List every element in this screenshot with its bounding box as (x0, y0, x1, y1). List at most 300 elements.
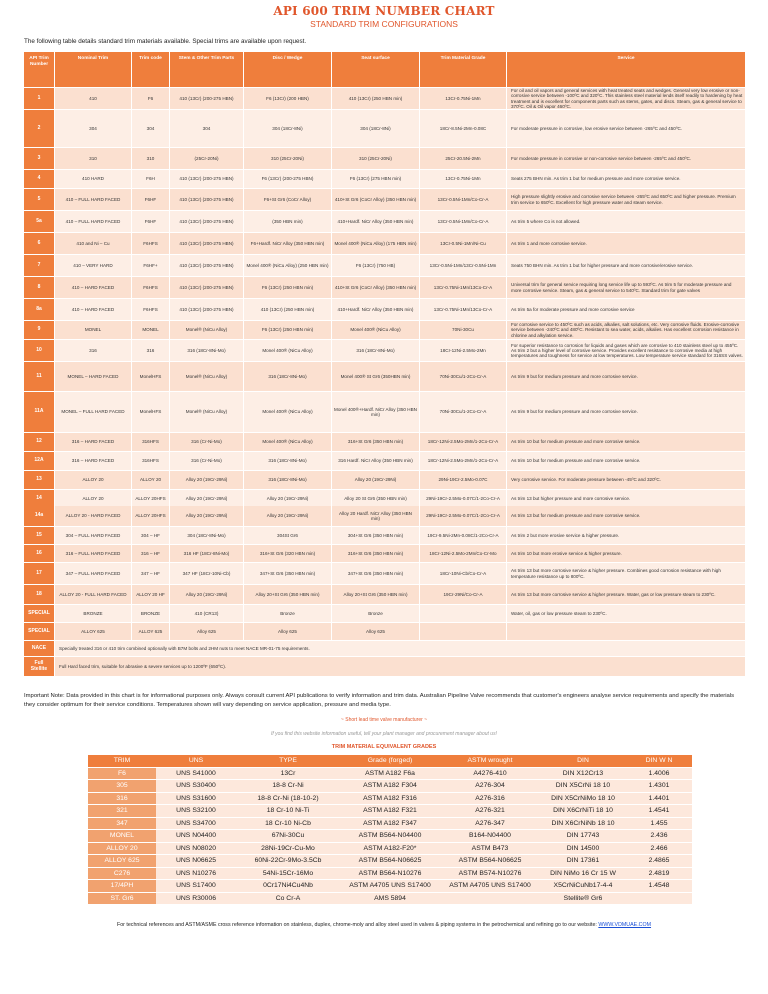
cell-disc: 310 (25Cr-20Ni) (244, 148, 332, 170)
cell-grade (420, 605, 507, 623)
cell-disc: F6+St Gr6 (CoCr Alloy) (244, 189, 332, 211)
equiv-cell-uns: UNS S32100 (156, 805, 236, 818)
cell-nominal-trim: 410 – FULL HARD FACED (55, 189, 132, 211)
cell-disc: Bronze (244, 605, 332, 623)
equiv-cell-type: 60Ni-22Cr-9Mo-3.5Cb (236, 855, 340, 868)
equiv-cell-din: DIN X6CrNiNb 18 10 (540, 817, 626, 830)
cell-trim-code: F6HFS (132, 277, 170, 299)
equiv-cell-trim: 347 (88, 817, 156, 830)
equiv-cell-din-wn: 1.4401 (626, 792, 692, 805)
cell-seat: Monel 400®+Hardf. NiCr Alloy (350 HBN min) (332, 392, 420, 433)
equiv-header-uns: UNS (156, 755, 236, 767)
equiv-row (88, 805, 692, 818)
cell-trim-code: ALLOY 20HFS (132, 506, 170, 527)
trim-table-header (24, 52, 746, 88)
equiv-cell-trim: MONEL (88, 830, 156, 843)
cell-service: As trim 9 but for medium pressure and more corrosive service. (507, 362, 746, 392)
cell-disc: Alloy 20 (19Cr-29Ni) (244, 490, 332, 509)
cell-stem: 410 (13Cr) (200-275 HBN) (170, 189, 244, 211)
cell-trim-code: 316HFS (132, 433, 170, 452)
nace-row (24, 641, 746, 657)
equiv-cell-din: DIN X5CrNiMo 18 10 (540, 792, 626, 805)
cell-disc: (350 HBN min) (244, 211, 332, 233)
equiv-row (88, 880, 692, 893)
cell-service: For moderate pressure in corrosive or non-corrosive service between -265ºC and 450ºC. (507, 148, 746, 170)
stellite-label: Full Stellite (24, 657, 55, 677)
equiv-cell-din: DIN X12Cr13 (540, 767, 626, 780)
cell-api-trim: 8 (24, 277, 55, 299)
cell-stem: 316 (18Cr-8Ni-Mo) (170, 340, 244, 362)
cell-service: As trim 13 but higher pressure and more corrosive service. (507, 490, 746, 509)
cell-trim-code: ALLOY 20 HF (132, 585, 170, 605)
cell-nominal-trim: MONEL (55, 321, 132, 340)
cell-nominal-trim: 410 – FULL HARD FACED (55, 211, 132, 233)
cell-nominal-trim: 310 (55, 148, 132, 170)
cell-grade: 13Cr-0.75Ni-1Mn (420, 88, 507, 110)
cell-seat: 316 Hardf. NiCr Alloy (350 HBN min) (332, 452, 420, 471)
cell-api-trim: 1 (24, 88, 55, 110)
cell-stem: 410 (13Cr) (200-275 HBN) (170, 255, 244, 277)
header-disc: Disc / Wedge (244, 52, 332, 88)
equiv-cell-astm-wrought: A276-347 (440, 817, 540, 830)
equiv-grades-table (88, 755, 692, 905)
cell-nominal-trim: BRONZE (55, 605, 132, 623)
cell-trim-code: F6HF+ (132, 255, 170, 277)
equiv-cell-grade-forged: ASTM B564-N10276 (340, 867, 440, 880)
cell-disc: F6 (13Cr) (250 HBN min) (244, 277, 332, 299)
equiv-cell-din-wn: 1.4301 (626, 780, 692, 793)
cell-seat: 316+St Gr6 (350 HBN min) (332, 545, 420, 563)
cell-grade: 70Ni-30Cu/1-2Co-Cr-A (420, 392, 507, 433)
cell-api-trim: 7 (24, 255, 55, 277)
cell-trim-code: 316 – HF (132, 545, 170, 563)
equiv-cell-type: 28Ni-19Cr-Cu-Mo (236, 842, 340, 855)
equiv-cell-din: X5CrNiCuNb17-4-4 (540, 880, 626, 893)
cell-trim-code: ALLOY 625 (132, 623, 170, 641)
cell-stem: (25Cr-20Ni) (170, 148, 244, 170)
trim-row (24, 506, 746, 527)
cell-api-trim: 17 (24, 563, 55, 585)
trim-row (24, 545, 746, 563)
nace-label: NACE (24, 641, 55, 657)
cell-service: As trim 13 but more corrosive service & higher pressure. Water, gas or low pressure steam to 230ºC. (507, 585, 746, 605)
trim-row (24, 527, 746, 545)
header-stem: Stem & Other Trim Parts (170, 52, 244, 88)
cell-grade: 19Cr-29Ni/Co-Cr-A (420, 585, 507, 605)
equiv-cell-din: DIN 14500 (540, 842, 626, 855)
short-lead-text: ~ Short lead time valve manufacturer ~ (340, 717, 428, 723)
cell-service: Seats 750 BHN min. As trim 1 but for higher pressure and more corrosive/erosive service. (507, 255, 746, 277)
equiv-cell-uns: UNS S17400 (156, 880, 236, 893)
equiv-row (88, 855, 692, 868)
equiv-cell-astm-wrought (440, 892, 540, 905)
cell-api-trim: 12 (24, 433, 55, 452)
header-api-trim: API Trim Number (24, 52, 55, 88)
equiv-cell-uns: UNS R30006 (156, 892, 236, 905)
trim-row (24, 585, 746, 605)
cell-seat: Monel 400® (NiCu Alloy) (332, 321, 420, 340)
cell-trim-code: F6HF (132, 189, 170, 211)
cell-seat: 410+St Gr6 (CoCr Alloy) (350 HBN min) (332, 277, 420, 299)
trim-row (24, 340, 746, 362)
cell-api-trim: 14a (24, 506, 55, 527)
cell-disc: Monel 400® (NiCu Alloy) (250 HBN min) (244, 255, 332, 277)
cell-seat: Monel 400® St Gr6 (350HBN min) (332, 362, 420, 392)
cell-trim-code: 316 (132, 340, 170, 362)
cell-disc: 304 (18Cr-8Ni) (244, 110, 332, 148)
equiv-cell-astm-wrought: ASTM A4705 UNS S17400 (440, 880, 540, 893)
equiv-cell-din-wn: 2.466 (626, 842, 692, 855)
cell-grade: 18Cr-10Ni-Cb/Co-Cr-A (420, 563, 507, 585)
trim-row (24, 211, 746, 233)
equiv-cell-astm-wrought: ASTM B473 (440, 842, 540, 855)
trim-table-main (24, 52, 746, 509)
cell-nominal-trim: 410 – VERY HARD (55, 255, 132, 277)
trim-row (24, 148, 746, 170)
cell-disc: 316 (18Cr-8Ni-Mo) (244, 362, 332, 392)
cell-seat: 410+Hardf. NiCr Alloy (350 HBN min) (332, 211, 420, 233)
cell-service: Water, oil, gas or low pressure steam to 230ºC. (507, 605, 746, 623)
cell-api-trim: 9 (24, 321, 55, 340)
cell-stem: 410 (13Cr) (200-275 HBN) (170, 170, 244, 189)
cell-nominal-trim: ALLOY 625 (55, 623, 132, 641)
cell-stem: 304 (18Cr-8Ni-Mo) (170, 527, 244, 545)
equiv-cell-trim: ST. Gr6 (88, 892, 156, 905)
equiv-cell-type: 54Ni-15Cr-16Mo (236, 867, 340, 880)
cell-api-trim: 11 (24, 362, 55, 392)
cell-nominal-trim: 410 (55, 88, 132, 110)
equiv-cell-din-wn: 2.4819 (626, 867, 692, 880)
cell-seat: Alloy 20 St Gr6 (350 HBN min) (332, 490, 420, 509)
cell-grade (420, 623, 507, 641)
equiv-cell-type: 18-8 Cr-Ni (18-10-2) (236, 792, 340, 805)
equiv-cell-trim: 321 (88, 805, 156, 818)
cell-disc: 316 (18Cr-8Ni-Mo) (244, 452, 332, 471)
footer (0, 922, 768, 928)
cell-grade: 13Cr-0.5Ni-1Mn/Co-Cr-A (420, 189, 507, 211)
cell-trim-code: F6H (132, 170, 170, 189)
equiv-cell-grade-forged: ASTM B564-N06625 (340, 855, 440, 868)
equiv-cell-astm-wrought: A276-316 (440, 792, 540, 805)
cell-api-trim: 10 (24, 340, 55, 362)
equiv-cell-type: 18 Cr-10 Ni-Cb (236, 817, 340, 830)
equiv-cell-uns: UNS N08020 (156, 842, 236, 855)
cell-grade: 29Ni-19Cr-2.5Mo-0.07C (420, 471, 507, 490)
trim-row (24, 88, 746, 110)
cell-seat: Alloy 20+St Gr6 (350 HBN min) (332, 585, 420, 605)
cell-seat: F6 (13Cr) (750 HB) (332, 255, 420, 277)
cell-disc: Monel 400® (NiCu Alloy) (244, 392, 332, 433)
equiv-cell-grade-forged: ASTM A182 F347 (340, 817, 440, 830)
equiv-cell-din-wn: 1.4541 (626, 805, 692, 818)
cell-nominal-trim: 316 – FULL HARD FACED (55, 545, 132, 563)
equiv-cell-type: 18-8 Cr-Ni (236, 780, 340, 793)
equiv-row (88, 767, 692, 780)
equiv-cell-astm-wrought: ASTM B564-N06625 (440, 855, 540, 868)
cell-api-trim: 18 (24, 585, 55, 605)
equiv-cell-din: DIN X6CrNiTi 18 10 (540, 805, 626, 818)
equiv-cell-astm-wrought: A276-321 (440, 805, 540, 818)
cell-seat: 410+St Gr6 (CoCr Alloy) (350 HBN min) (332, 189, 420, 211)
equiv-cell-astm-wrought: A276-304 (440, 780, 540, 793)
cell-stem: 410 (13Cr) (200-275 HBN) (170, 233, 244, 255)
cell-service: As trim 13 but more corrosive service & higher pressure. Combines good corrosion resistance with high temperature resistance up to 800ºC. (507, 563, 746, 585)
cell-stem: 410 (13Cr) (200-275 HBN) (170, 299, 244, 321)
equiv-cell-din: DIN X5CrNi 18 10 (540, 780, 626, 793)
equiv-header-grade-forged: Grade (forged) (340, 755, 440, 767)
equiv-cell-astm-wrought: A4276-410 (440, 767, 540, 780)
cell-seat: F6 (13Cr) (275 HBN min) (332, 170, 420, 189)
cell-api-trim: SPECIAL (24, 605, 55, 623)
footer-text: For technical references and ASTM/ASME cross reference information on stainless, duplex, chrome-moly and alloy steel used in valves & piping systems in the petrochemical and refining go to our website: (116, 922, 597, 928)
cell-disc: Alloy 20+St Gr6 (350 HBN min) (244, 585, 332, 605)
equiv-header-astm-wrought: ASTM wrought (440, 755, 540, 767)
equiv-row (88, 817, 692, 830)
equiv-cell-type: 13Cr (236, 767, 340, 780)
trim-row (24, 189, 746, 211)
cell-disc: Monel 400® (NiCu Alloy) (244, 340, 332, 362)
cell-disc: F6 (13Cr) (200 HBN) (244, 88, 332, 110)
equiv-row (88, 892, 692, 905)
equiv-cell-trim: 305 (88, 780, 156, 793)
cell-stem: Alloy 20 (19Cr-29Ni) (170, 585, 244, 605)
cell-stem: 316 (Cr-Ni-Mo) (170, 433, 244, 452)
cell-grade: 13Cr-0.5Ni-1Mn/Co-Cr-A (420, 211, 507, 233)
cell-stem: Alloy 20 (19Cr-29Ni) (170, 490, 244, 509)
cell-stem: Monel® (NiCu Alloy) (170, 392, 244, 433)
cell-grade: 13Cr-0.5Ni-1Mn/13Cr-0.5Ni-1Mn (420, 255, 507, 277)
cell-api-trim: SPECIAL (24, 623, 55, 641)
cell-nominal-trim: 347 – FULL HARD FACED (55, 563, 132, 585)
cell-service: For corrosive service to 450ºC such as acids, alkalies, salt solutions, etc. Very corrosive fluids. Erosive-corrosive service between -240ºC and 480ºC. Resistant to sea water, acids, alkalies. Has excellent corrosion resistance in chlorine and alkylation service. (507, 321, 746, 340)
cell-nominal-trim: ALLOY 20 (55, 490, 132, 509)
cell-nominal-trim: ALLOY 20 - HARD FACED (55, 506, 132, 527)
equiv-cell-type: Co Cr-A (236, 892, 340, 905)
cell-service: As trim 5a for moderate pressure and more corrosive service (507, 299, 746, 321)
cell-nominal-trim: 304 – FULL HARD FACED (55, 527, 132, 545)
cell-seat: Bronze (332, 605, 420, 623)
trim-row (24, 563, 746, 585)
equiv-cell-type: 0Cr17Ni4Cu4Nb (236, 880, 340, 893)
cell-grade: 25Cr-20.5Ni-2Mn (420, 148, 507, 170)
equiv-cell-grade-forged: ASTM A182 F6a (340, 767, 440, 780)
cell-stem: Alloy 20 (19Cr-29Ni) (170, 471, 244, 490)
equiv-header-din: DIN (540, 755, 626, 767)
cell-stem: 410 (13Cr) (200-275 HBN) (170, 277, 244, 299)
cell-api-trim: 2 (24, 110, 55, 148)
cell-disc: Alloy 625 (244, 623, 332, 641)
cell-grade: 18Cr-12Ni-2.5Mo-2Mn (420, 340, 507, 362)
cell-seat: 410+Hardf. NiCr Alloy (350 HBN min) (332, 299, 420, 321)
trim-row (24, 452, 746, 471)
cell-trim-code: BRONZE (132, 605, 170, 623)
equiv-cell-trim: F6 (88, 767, 156, 780)
cell-disc: F6 (13Cr) (200-275 HBN) (244, 170, 332, 189)
equiv-row (88, 830, 692, 843)
equiv-cell-trim: 316 (88, 792, 156, 805)
equiv-header-trim: TRIM (88, 755, 156, 767)
cell-trim-code: F6HF (132, 211, 170, 233)
trim-row (24, 321, 746, 340)
equiv-cell-din-wn: 2.436 (626, 830, 692, 843)
equiv-cell-uns: UNS S30400 (156, 780, 236, 793)
cell-grade: 18Cr-12Ni-2.5Mo-2Mn/Co-Cr-Mo (420, 545, 507, 563)
cell-service: As trim 13 but for medium pressure and more corrosive service. (507, 506, 746, 527)
cell-stem: 316 (Cr-Ni-Mo) (170, 452, 244, 471)
cell-service: As trim 10 but more erosive service & higher pressure. (507, 545, 746, 563)
cell-api-trim: 5 (24, 189, 55, 211)
cell-grade: 18Cr-12Ni-2.5Mo-2Mn/1-2Co-Cr-A (420, 433, 507, 452)
equiv-cell-din: DIN 17361 (540, 855, 626, 868)
cell-nominal-trim: 316 (55, 340, 132, 362)
cell-seat: 310 (25Cr-20Ni) (332, 148, 420, 170)
cell-seat: Alloy 20 (19Cr-29Ni) (332, 471, 420, 490)
cell-trim-code: MONEL (132, 321, 170, 340)
cell-trim-code: 310 (132, 148, 170, 170)
intro-text: The following table details standard trim materials available. Special trims are available upon request. (24, 38, 307, 45)
equiv-cell-din-wn: 1.455 (626, 817, 692, 830)
cell-stem: 316 HF (18Cr-8Ni-Mo) (170, 545, 244, 563)
equiv-header-type: TYPE (236, 755, 340, 767)
equiv-cell-astm-wrought: ASTM B574-N10276 (440, 867, 540, 880)
stellite-text: Full Hard faced trim, suitable for abrasive & severe services up to 1200ºF (650ºC). (55, 657, 746, 677)
cell-disc: 316+St Gr6 (320 HBN min) (244, 545, 332, 563)
cell-grade: 29Ni-19Cr-2.5Mo-0.07C/1-2Co-Cr-A (420, 490, 507, 509)
cell-api-trim: 12A (24, 452, 55, 471)
cell-service: Universal trim for general service requiring long service life up to 593ºC. As trim 5 for moderate pressure and more corrosive service. Steam, gas & general service to 540ºC. Standard trim for gate valves (507, 277, 746, 299)
cell-api-trim: 15 (24, 527, 55, 545)
cell-trim-code: F6HFS (132, 233, 170, 255)
equiv-grades-title: TRIM MATERIAL EQUIVALENT GRADES (331, 744, 437, 750)
header-seat: Seat surface (332, 52, 420, 88)
equiv-cell-uns: UNS S31600 (156, 792, 236, 805)
trim-row (24, 623, 746, 641)
equiv-header-din-wn: DIN W N (626, 755, 692, 767)
cell-seat: 316 (18Cr-8Ni-Mo) (332, 340, 420, 362)
equiv-cell-din-wn: 1.4548 (626, 880, 692, 893)
cell-stem: Monel® (NiCu Alloy) (170, 362, 244, 392)
cell-api-trim: 4 (24, 170, 55, 189)
cell-nominal-trim: 316 – HARD FACED (55, 433, 132, 452)
equiv-cell-uns: UNS S34700 (156, 817, 236, 830)
cell-service: As trim 1 and more corrosive service. (507, 233, 746, 255)
cell-nominal-trim: 410 – HARD FACED (55, 277, 132, 299)
page-subtitle: STANDARD TRIM CONFIGURATIONS (310, 19, 458, 29)
equiv-cell-din-wn: 2.4865 (626, 855, 692, 868)
cell-grade: 13Cr-0.75Ni-1Mn (420, 170, 507, 189)
trim-row (24, 255, 746, 277)
equiv-cell-din: DIN 17743 (540, 830, 626, 843)
cell-service: As trim 9 but for medium pressure and more corrosive service. (507, 392, 746, 433)
cell-service: As trim 10 but for medium pressure and more corrosive service. (507, 452, 746, 471)
cell-grade: 13Cr-0.75Ni-1Mn/13Co-Cr-A (420, 299, 507, 321)
trim-row (24, 299, 746, 321)
equiv-cell-trim: ALLOY 20 (88, 842, 156, 855)
cell-service: For oil and oil vapors and general services with heat treated seats and wedges. General very low erosive or non-corrosive service between -100ºC and 320ºC. This stainless steel material lends itself readily to hardening by heat treatment and is excellent for components parts such as stems, gates, and discs. Steam, gas & general service to 370ºC. Oil & Oil vapor 460ºC. (507, 88, 746, 110)
trim-table-extended (24, 506, 746, 677)
cell-stem: Alloy 625 (170, 623, 244, 641)
header-nominal-trim: Nominal Trim (55, 52, 132, 88)
cell-stem: 410 (13Cr) (200-275 HBN) (170, 88, 244, 110)
equiv-cell-trim: ALLOY 625 (88, 855, 156, 868)
equiv-cell-uns: UNS N10276 (156, 867, 236, 880)
cell-disc: 304St Gr6 (244, 527, 332, 545)
trim-row (24, 471, 746, 490)
equiv-row (88, 867, 692, 880)
cell-stem: 410 (13Cr) (200-275 HBN) (170, 211, 244, 233)
equiv-cell-grade-forged: ASTM A182 F304 (340, 780, 440, 793)
equiv-cell-din-wn (626, 892, 692, 905)
cell-api-trim: 5a (24, 211, 55, 233)
cell-service: As trim 10 but for medium pressure and more corrosive service. (507, 433, 746, 452)
trim-row (24, 170, 746, 189)
trim-row (24, 277, 746, 299)
equiv-cell-type: 67Ni-30Cu (236, 830, 340, 843)
equiv-cell-grade-forged: ASTM A182 F316 (340, 792, 440, 805)
equiv-cell-grade-forged: ASTM A4705 UNS S17400 (340, 880, 440, 893)
cell-disc: Alloy 20 (19Cr-29Ni) (244, 506, 332, 527)
equiv-row (88, 842, 692, 855)
cell-nominal-trim: 410 – HARD FACED (55, 299, 132, 321)
footer-website-link[interactable]: WWW.VDMUAE.COM (598, 922, 652, 928)
equiv-row (88, 780, 692, 793)
stellite-row (24, 657, 746, 677)
cell-api-trim: 14 (24, 490, 55, 509)
cell-nominal-trim: MONEL – HARD FACED (55, 362, 132, 392)
cell-trim-code: 304 (132, 110, 170, 148)
cell-nominal-trim: ALLOY 20 - FULL HARD FACED (55, 585, 132, 605)
page-title: API 600 TRIM NUMBER CHART (273, 4, 495, 18)
trim-row (24, 110, 746, 148)
cell-nominal-trim: 410 and Ni – Cu (55, 233, 132, 255)
equiv-cell-type: 18 Cr-10 Ni-Ti (236, 805, 340, 818)
equiv-cell-uns: UNS N04400 (156, 830, 236, 843)
cell-service: As trim 2 but more erosive service & higher pressure. (507, 527, 746, 545)
equiv-cell-trim: 17/4PH (88, 880, 156, 893)
cell-service: Very corrosive service. For moderate pressure between -45ºC and 320ºC. (507, 471, 746, 490)
cell-disc: 347+St Gr6 (350 HBN min) (244, 563, 332, 585)
equiv-cell-grade-forged: ASTM B564-N04400 (340, 830, 440, 843)
cell-stem: Alloy 20 (19Cr-29Ni) (170, 506, 244, 527)
header-trim-code: Trim code (132, 52, 170, 88)
cell-stem: 304 (170, 110, 244, 148)
cell-seat: 347+St Gr6 (350 HBN min) (332, 563, 420, 585)
cell-trim-code: 316HFS (132, 452, 170, 471)
cell-api-trim: 6 (24, 233, 55, 255)
header-service: Service (507, 52, 746, 88)
cell-disc: Monel 400® (NiCu Alloy) (244, 433, 332, 452)
equiv-cell-uns: UNS S41000 (156, 767, 236, 780)
equiv-cell-grade-forged: ASTM A182 F321 (340, 805, 440, 818)
cell-grade: 70Ni-30Cu (420, 321, 507, 340)
cell-grade: 70Ni-30Cu/1-2Co-Cr-A (420, 362, 507, 392)
cell-grade: 19Cr-9.5Ni-2Mn-0.08C/1-2Co-Cr-A (420, 527, 507, 545)
equiv-cell-din: DIN NiMo 16 Cr 15 W (540, 867, 626, 880)
equiv-cell-astm-wrought: B164-N04400 (440, 830, 540, 843)
trim-row (24, 362, 746, 392)
cell-seat: 410 (13Cr) (250 HBN min) (332, 88, 420, 110)
trim-row (24, 233, 746, 255)
cell-nominal-trim: 410 HARD (55, 170, 132, 189)
cell-seat: Alloy 625 (332, 623, 420, 641)
cell-trim-code: F6 (132, 88, 170, 110)
cell-seat: 304 (18Cr-8Ni) (332, 110, 420, 148)
cell-service: Seats 275 BHN min. As trim 1 but for medium pressure and more corrosive service. (507, 170, 746, 189)
cell-api-trim: 16 (24, 545, 55, 563)
cell-service: High pressure slightly erosive and corrosive service between -265ºC and 650ºC and higher pressure. Premium trim service to 650ºC. Excellent for high pressure water and steam service. (507, 189, 746, 211)
equiv-cell-grade-forged: AMS 5894 (340, 892, 440, 905)
cell-service: As trim 5 where Co is not allowed. (507, 211, 746, 233)
